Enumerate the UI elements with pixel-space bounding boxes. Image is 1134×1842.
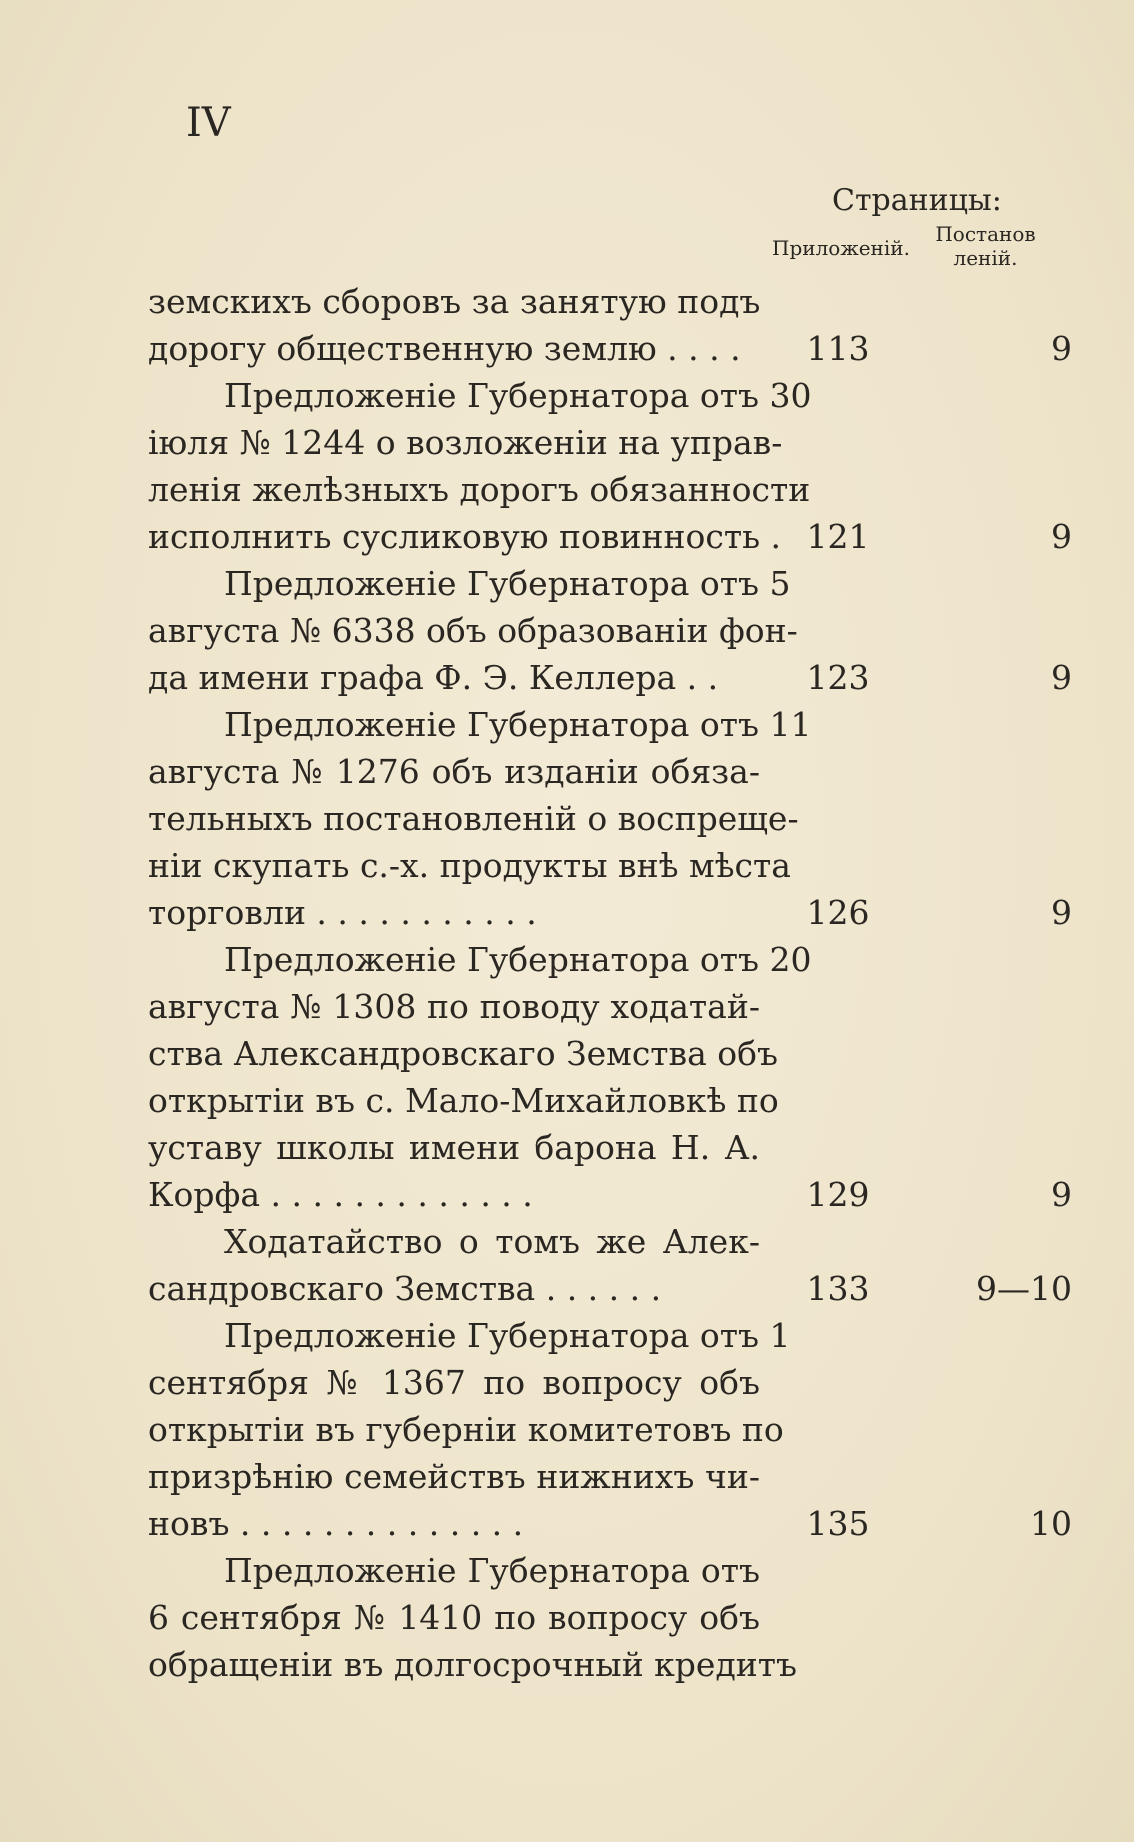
resolution-page-number: 9—10 (976, 1269, 1072, 1308)
toc-line (148, 1500, 1072, 1547)
toc-line-text: дорогу общественную землю . . . . (148, 329, 741, 368)
appendix-page-number: 133 (806, 1269, 870, 1308)
resolution-page-number: 9 (1051, 517, 1072, 556)
toc-line-text: ленія желѣзныхъ дорогъ обязанности (148, 470, 811, 509)
toc-line-text: іюля № 1244 о возложеніи на управ- (148, 423, 783, 462)
appendix-page-number: 123 (806, 658, 870, 697)
toc-line-text: открытіи въ губерніи комитетовъ по (148, 1410, 784, 1449)
toc-line (148, 1406, 1068, 1453)
toc-line (148, 983, 1068, 1030)
toc-line (148, 372, 1068, 419)
toc-line (148, 1030, 1068, 1077)
toc-line-text: обращеніи въ долгосрочный кредитъ (148, 1645, 798, 1684)
toc-line (148, 795, 1068, 842)
toc-line-text: торговли . . . . . . . . . . . (148, 893, 537, 932)
toc-line (148, 1312, 1068, 1359)
toc-entry (148, 560, 1072, 701)
appendix-page-number: 113 (806, 329, 870, 368)
toc-line (148, 1359, 1068, 1406)
toc-line-text: августа № 6338 объ образованіи фон- (148, 611, 798, 650)
toc-line-text: тельныхъ постановленій о воспреще- (148, 799, 799, 838)
pages-header: Страницы: (832, 183, 1002, 218)
toc-line-text: Предложеніе Губернатора отъ 30 (224, 376, 812, 415)
toc-entry (148, 278, 1072, 372)
appendix-column-header: Приложеній. (772, 236, 910, 260)
toc-line (148, 1453, 1068, 1500)
toc-line-text: ства Александровскаго Земства объ (148, 1034, 779, 1073)
toc-line (148, 560, 1068, 607)
appendix-page-number: 135 (806, 1504, 870, 1543)
toc-line (148, 936, 1068, 983)
toc-entry (148, 372, 1072, 560)
toc-line (148, 1594, 1068, 1641)
toc-line-text: Корфа . . . . . . . . . . . . . (148, 1175, 533, 1214)
resolution-header-line2: леній. (953, 246, 1018, 270)
toc-line (148, 842, 1068, 889)
toc-entry (148, 936, 1072, 1218)
appendix-page-number: 126 (806, 893, 870, 932)
toc-line (148, 466, 1068, 513)
toc-line-text: сентября № 1367 по вопросу объ (148, 1363, 760, 1402)
toc-line (148, 607, 1068, 654)
page-folio: IV (186, 100, 231, 146)
resolution-page-number: 9 (1051, 329, 1072, 368)
toc-line (148, 1547, 1068, 1594)
toc-line-text: Предложеніе Губернатора отъ 11 (224, 705, 812, 744)
toc-line-text: августа № 1308 по поводу ходатай- (148, 987, 760, 1026)
toc-line (148, 1077, 1068, 1124)
appendix-page-number: 129 (806, 1175, 870, 1214)
toc-line-text: Предложеніе Губернатора отъ 5 (224, 564, 791, 603)
toc-entry (148, 1547, 1068, 1688)
toc-entry (148, 701, 1072, 936)
toc-line (148, 748, 1068, 795)
toc-line (148, 325, 1072, 372)
toc-line-text: ніи скупать с.-х. продукты внѣ мѣста (148, 846, 791, 885)
toc-line-text: исполнить сусликовую повинность . (148, 517, 782, 556)
toc-line-text: Предложеніе Губернатора отъ (224, 1551, 760, 1590)
toc-line-text: 6 сентября № 1410 по вопросу объ (148, 1598, 760, 1637)
toc-line (148, 1124, 1068, 1171)
toc-line (148, 1265, 1072, 1312)
toc-line-text: сандровскаго Земства . . . . . . (148, 1269, 662, 1308)
resolution-column-header (928, 222, 1043, 270)
toc-line-text: Предложеніе Губернатора отъ 20 (224, 940, 812, 979)
resolution-page-number: 9 (1051, 893, 1072, 932)
toc-line (148, 1171, 1072, 1218)
resolution-header-line1: Постанов (935, 222, 1036, 246)
toc-line (148, 1218, 1068, 1265)
toc-line (148, 278, 1068, 325)
toc-line (148, 654, 1072, 701)
toc-line-text: Предложеніе Губернатора отъ 1 (224, 1316, 791, 1355)
toc-line (148, 419, 1068, 466)
toc-line-text: призрѣнію семействъ нижнихъ чи- (148, 1457, 760, 1496)
appendix-page-number: 121 (806, 517, 870, 556)
resolution-page-number: 9 (1051, 1175, 1072, 1214)
toc-line (148, 513, 1072, 560)
toc-line-text: Ходатайство о томъ же Алек- (224, 1222, 760, 1261)
toc-line-text: да имени графа Ф. Э. Келлера . . (148, 658, 719, 697)
toc-line-text: уставу школы имени барона Н. А. (148, 1128, 760, 1167)
toc-entry (148, 1218, 1072, 1312)
toc-line-text: новъ . . . . . . . . . . . . . . (148, 1504, 524, 1543)
toc-line (148, 889, 1072, 936)
toc-line (148, 1641, 1068, 1688)
toc-line-text: земскихъ сборовъ за занятую подъ (148, 282, 761, 321)
toc-line (148, 701, 1068, 748)
toc-line-text: открытіи въ с. Мало-Михайловкѣ по (148, 1081, 779, 1120)
resolution-page-number: 10 (1030, 1504, 1072, 1543)
toc-entry (148, 1312, 1072, 1547)
toc-entries (148, 278, 1072, 1688)
toc-line-text: августа № 1276 объ изданіи обяза- (148, 752, 760, 791)
resolution-page-number: 9 (1051, 658, 1072, 697)
